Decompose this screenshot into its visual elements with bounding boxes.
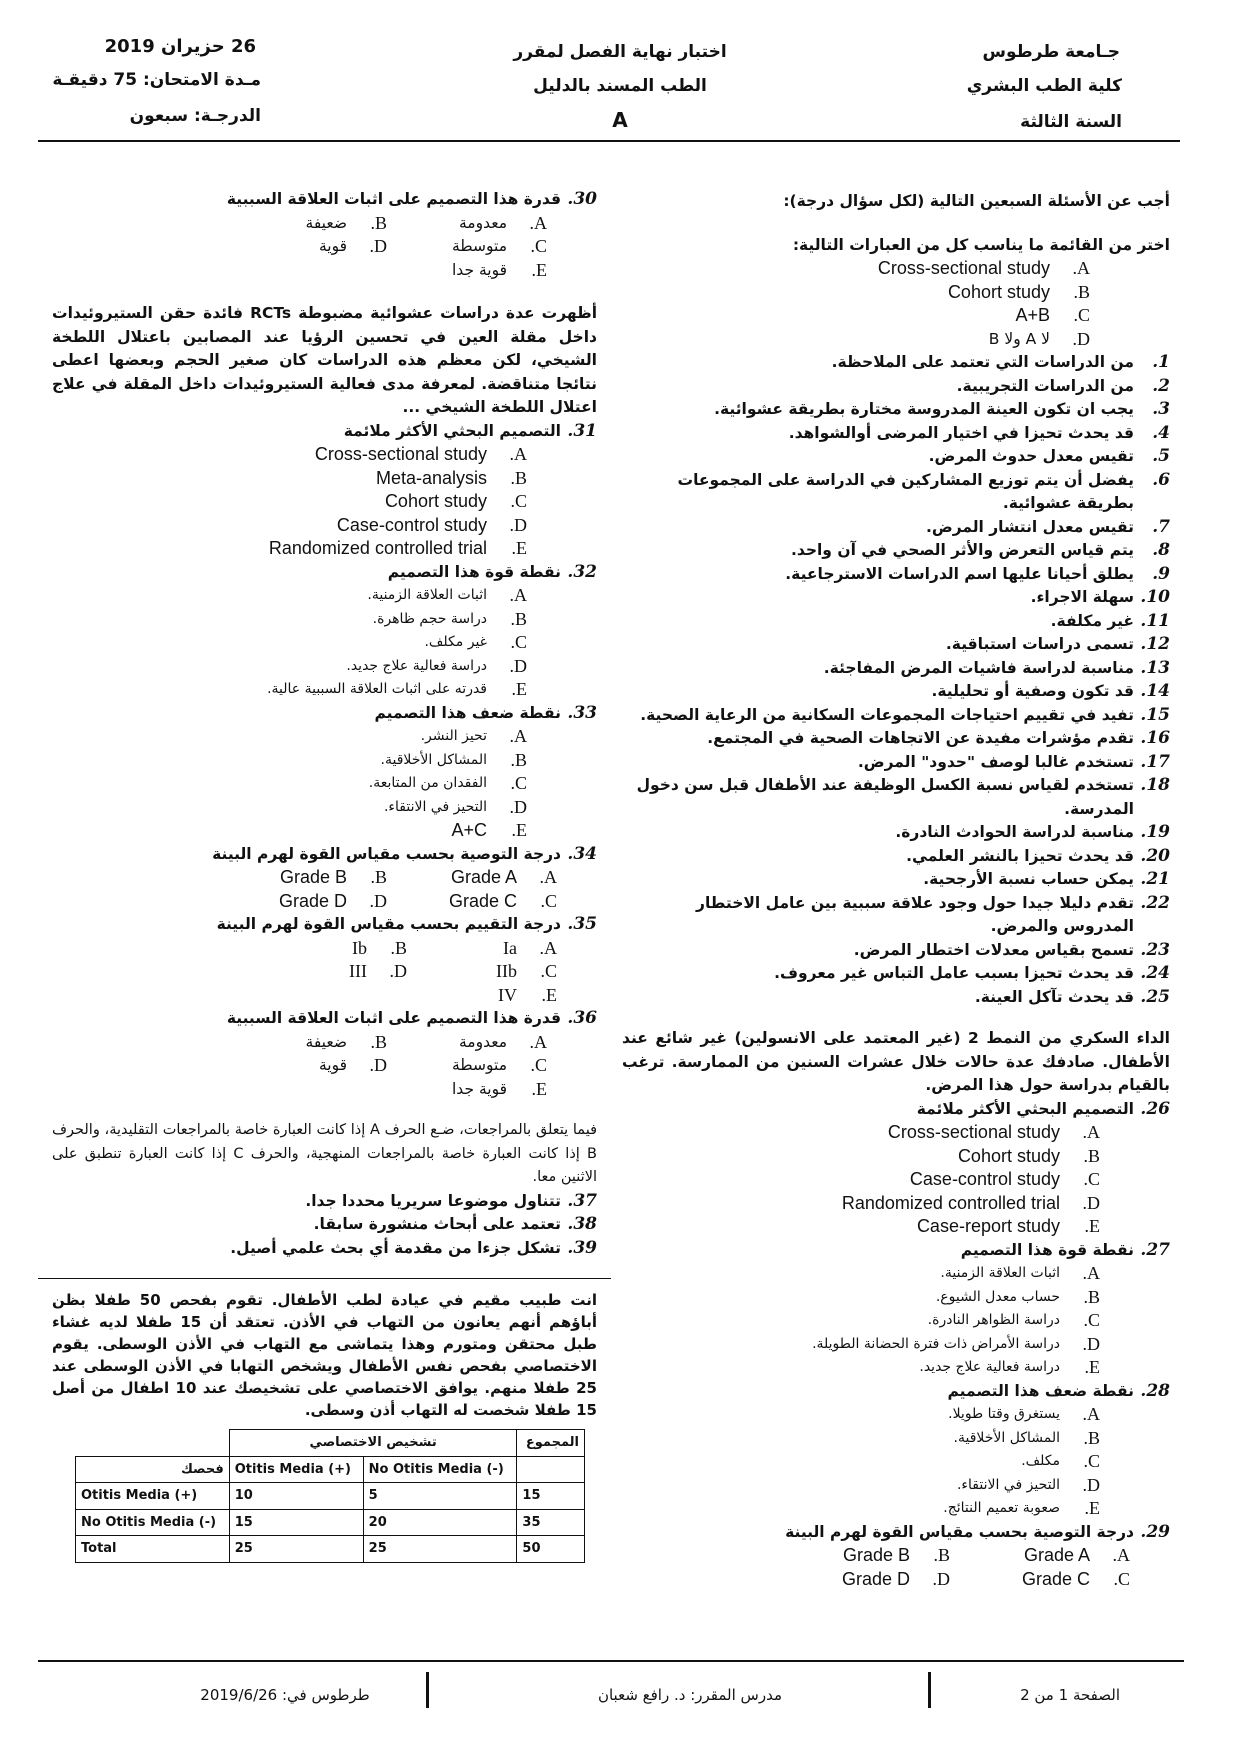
col-otitis-neg: No Otitis Media (-)	[363, 1456, 517, 1483]
q35-option: E. IV	[498, 984, 557, 1005]
q31-option: C. Cohort study	[384, 491, 527, 511]
statement-24: 24. قد يحدث تحيزا بسبب عامل التباس غير معروف.	[774, 963, 1170, 983]
matching-instruction: اختر من القائمة ما يناسب كل من العبارات التالية:	[792, 235, 1170, 254]
q29-option: C. Grade C	[1021, 1568, 1130, 1589]
q28-option: A. يستغرق وقتا طويلا.	[948, 1404, 1100, 1424]
question-39: 39. تشكل جزءا من مقدمة أي بحث علمي أصيل.	[230, 1237, 597, 1258]
general-instruction: أجب عن الأسئلة السبعين التالية (لكل سؤال درجة):	[783, 192, 1170, 210]
statement-9: 9. يطلق أحيانا عليها اسم الدراسات الاسترجاعية.	[785, 563, 1170, 584]
table-subheader-row	[76, 1456, 585, 1483]
q36-option: D. قوية	[318, 1055, 387, 1075]
question-26: 26. التصميم البحثي الأكثر ملائمة	[916, 1098, 1170, 1119]
q27-options	[622, 1262, 1100, 1380]
table-row	[76, 1536, 585, 1563]
rct-case-text: أظهرت عدة دراسات عشوائية مضبوطة RCTs فائدة حقن الستيروئيدات داخل مقلة العين في تحسين الرؤيا عند المصابين باعتلال اللطخة الشيخي، لكن معظم هذه الدراسات كان صغير الحجم وبعضها اعطى نتائجا متناقضة. لمعرفة مدى فعالية الستيروئيدات داخل المقلة في علاج اعتلال اللطخة الشيخي ...	[52, 304, 598, 416]
q31-option: B. Meta-analysis	[375, 467, 527, 488]
match-option: A. Cross-sectional study	[877, 258, 1090, 278]
cell-neg: 5	[363, 1483, 517, 1510]
q32-options	[52, 584, 527, 702]
statement-12: 12. تسمى دراسات استباقية.	[945, 634, 1170, 654]
q35-option: D. III	[349, 961, 407, 981]
statement-2: 2. من الدراسات التجريبية.	[956, 375, 1170, 396]
statement-25: 25. قد يحدث تآكل العينة.	[974, 986, 1170, 1007]
statement-23: 23. تسمح بقياس معدلات اختطار المرض.	[853, 939, 1170, 960]
otitis-case-text: انت طبيب مقيم في عيادة لطب الأطفال. تقوم بفحص 50 طفلا بظن أباؤهم أنهم يعانون من التهاب في الأذن. تعتقد أن 15 طفلا لديه غشاء طبل محتقن ومتورم وهذا يتماشى مع التهاب في الأذن الوسطى. يقوم الاختصاصي بفحص نفس الأطفال ويشخص التهابا في الأذن الوسطى عند 25 طفلا منهم. يوافق الاختصاصي على تشخيصك عند 10 اطفال من أصل 15 طفلا شخصت له التهاب أذن وسطى.	[52, 1291, 597, 1419]
your-exam-header: فحصك	[76, 1456, 230, 1483]
diabetes-case-text: الداء السكري من النمط 2 (غير المعتمد على الانسولين) غير شائع عند الأطفال. صادفك عدة حالات خلال عشرات السنين من الممارسة. ترغب بالقيام بدراسة حول هذا المرض.	[622, 1029, 1170, 1094]
q34-option: D. Grade D	[278, 890, 387, 911]
cell-pos: 25	[229, 1536, 363, 1563]
q35-option: C. IIb	[496, 961, 557, 981]
question-37: 37. تتناول موضوعا سريريا محددا جدا.	[305, 1190, 597, 1211]
q26-option: B. Cohort study	[957, 1145, 1100, 1166]
q35-options	[257, 937, 557, 1008]
footer-divider	[38, 1660, 1184, 1662]
question-31: 31. التصميم البحثي الأكثر ملائمة	[343, 420, 597, 441]
q27-option: A. اثبات العلاقة الزمنية.	[940, 1263, 1100, 1283]
question-33: 33. نقطة ضعف هذا التصميم	[374, 702, 597, 723]
q26-options	[622, 1121, 1100, 1239]
q26-option: C. Case-control study	[909, 1169, 1100, 1189]
q32-option: B. دراسة حجم ظاهرة.	[372, 608, 527, 629]
question-32: 32. نقطة قوة هذا التصميم	[387, 561, 597, 582]
q36-option: A. معدومة	[458, 1031, 547, 1052]
q33-option: D. التحيز في الانتقاء.	[383, 796, 527, 817]
col-otitis-pos: Otitis Media (+)	[229, 1456, 363, 1483]
q30-option: C. متوسطة	[452, 236, 547, 256]
cell-neg: 25	[363, 1536, 517, 1563]
q29-option: B. Grade B	[842, 1545, 950, 1565]
specialist-diagnosis-header: تشخيص الاختصاصي	[229, 1430, 517, 1457]
q28-options	[622, 1403, 1100, 1521]
header-divider	[38, 140, 1180, 142]
q30-option: E. قوية جدا	[452, 259, 547, 280]
q30-options	[227, 212, 547, 283]
q33-option: A. تحيز النشر.	[420, 726, 527, 746]
q30-option: B. ضعيفة	[305, 212, 387, 233]
question-34: 34. درجة التوصية بحسب مقياس القوة لهرم البينة	[212, 843, 597, 864]
statement-6: 6. يفضل أن يتم توزيع المشاركين في الدراسة على المجموعات بطريقة عشوائية.	[677, 469, 1170, 512]
q28-option: D. التحيز في الانتقاء.	[956, 1474, 1100, 1495]
question-29: 29. درجة التوصية بحسب مقياس القوة لهرم البينة	[785, 1521, 1170, 1542]
place-date: طرطوس في: 2019/6/26	[200, 1686, 370, 1704]
q29-option: D. Grade D	[841, 1568, 950, 1589]
statement-10: 10. سهلة الاجراء.	[1030, 587, 1170, 607]
exam-grade: الدرجـة: سبعون	[129, 106, 261, 126]
q27-option: E. دراسة فعالية علاج جديد.	[919, 1357, 1100, 1377]
statement-7: 7. تقيس معدل انتشار المرض.	[925, 516, 1170, 537]
question-38: 38. تعتمد على أبحاث منشورة سابقا.	[313, 1214, 597, 1234]
q26-option: D. Randomized controlled trial	[841, 1192, 1100, 1213]
q27-option: D. دراسة الأمراض ذات فترة الحضانة الطويلة.	[812, 1333, 1100, 1354]
cell-total: 50	[517, 1536, 585, 1563]
q36-option: B. ضعيفة	[305, 1031, 387, 1052]
q34-option: A. Grade A	[450, 867, 557, 887]
q29-option: A. Grade A	[1023, 1545, 1130, 1565]
q36-option: C. متوسطة	[452, 1055, 547, 1075]
statement-4: 4. قد يحدث تحيزا في اختيار المرضى أوالشواهد.	[788, 422, 1170, 443]
q31-option: D. Case-control study	[336, 514, 527, 535]
right-column	[622, 190, 1170, 1591]
academic-year: السنة الثالثة	[1020, 112, 1122, 132]
faculty-name: كلية الطب البشري	[966, 76, 1122, 96]
statement-22: 22. تقدم دليلا جيدا حول وجود علاقة سببية بين عامل الاختطار المدروس والمرض.	[696, 892, 1170, 935]
page-number: الصفحة 1 من 2	[1020, 1686, 1120, 1704]
q31-option: A. Cross-sectional study	[314, 444, 527, 464]
q35-option: A. Ia	[503, 937, 557, 958]
cell-total: 35	[517, 1509, 585, 1536]
q29-options	[770, 1544, 1130, 1591]
q36-options	[227, 1031, 547, 1102]
q27-option: C. دراسة الظواهر النادرة.	[927, 1310, 1100, 1330]
q31-options	[52, 443, 527, 561]
q33-option: E. A+C	[451, 820, 527, 840]
q34-option: C. Grade C	[448, 890, 557, 911]
course-teacher: مدرس المقرر: د. رافع شعبان	[597, 1686, 783, 1704]
match-options	[622, 257, 1090, 351]
question-28: 28. نقطة ضعف هذا التصميم	[947, 1380, 1170, 1401]
cell-neg: 20	[363, 1509, 517, 1536]
exam-date: 26 حزيران 2019	[104, 36, 256, 57]
q30-option: D. قوية	[318, 236, 387, 256]
table-header-row	[76, 1430, 585, 1457]
cell-total: 15	[517, 1483, 585, 1510]
match-option: D. لا A ولا B	[988, 328, 1090, 349]
q28-option: E. صعوبة تعميم النتائج.	[943, 1498, 1100, 1518]
q28-option: C. مكلف.	[1021, 1451, 1100, 1471]
question-36: 36. قدرة هذا التصميم على اثبات العلاقة السببية	[226, 1008, 597, 1028]
q35-option: B. Ib	[352, 937, 407, 958]
q33-options	[52, 725, 527, 843]
footer-separator	[928, 1672, 931, 1708]
cell-pos: 10	[229, 1483, 363, 1510]
left-column	[52, 188, 597, 1563]
row-label: No Otitis Media (-)	[76, 1509, 230, 1536]
statement-16: 16. تقدم مؤشرات مفيدة عن الاتجاهات الصحية في المجتمع.	[707, 728, 1170, 748]
question-30: 30. قدرة هذا التصميم على اثبات العلاقة السببية	[226, 189, 597, 209]
statement-13: 13. مناسبة لدراسة فاشيات المرض المفاجئة.	[823, 657, 1170, 678]
statement-5: 5. تقيس معدل حدوث المرض.	[928, 446, 1170, 466]
university-name: جـامعة طرطوس	[982, 42, 1120, 62]
reviews-instruction: فيما يتعلق بالمراجعات، ضـع الحرف A إذا كانت العبارة خاصة بالمراجعات التقليدية، والحرف B إذا كانت العبارة خاصة بالمراجعات المنهجية، والحرف C إذا كانت العبارة تنطبق على الاثنين معا.	[52, 1122, 598, 1185]
q32-option: D. دراسة فعالية علاج جديد.	[346, 655, 527, 676]
question-27: 27. نقطة قوة هذا التصميم	[960, 1239, 1170, 1260]
q26-option: E. Case-report study	[916, 1216, 1100, 1236]
table-row	[76, 1509, 585, 1536]
q26-option: A. Cross-sectional study	[887, 1122, 1100, 1142]
statement-20: 20. قد يحدث تحيزا بالنشر العلمي.	[906, 845, 1170, 866]
row-label: Total	[76, 1536, 230, 1563]
exam-version: A	[612, 108, 628, 132]
statements-list	[622, 351, 1170, 1009]
match-option: B. Cohort study	[947, 281, 1090, 302]
q33-option: B. المشاكل الأخلاقية.	[380, 749, 527, 770]
statement-1: 1. من الدراسات التي تعتمد على الملاحظة.	[831, 352, 1170, 372]
footer-separator	[426, 1672, 429, 1708]
table-row	[76, 1483, 585, 1510]
statement-18: 18. تستخدم لقياس نسبة الكسل الوظيفة عند الأطفال قبل سن دخول المدرسة.	[636, 775, 1170, 818]
statement-14: 14. قد تكون وصفية أو تحليلية.	[931, 681, 1170, 701]
statement-11: 11. غير مكلفة.	[1050, 610, 1170, 631]
q30-option: A. معدومة	[458, 212, 547, 233]
row-label: Otitis Media (+)	[76, 1483, 230, 1510]
statement-3: 3. يجب ان تكون العينة المدروسة مختارة بطريقة عشوائية.	[714, 399, 1170, 419]
q34-option: B. Grade B	[279, 867, 387, 887]
q32-option: A. اثبات العلاقة الزمنية.	[367, 585, 527, 605]
q32-option: E. قدرته على اثبات العلاقة السببية عالية.	[267, 679, 527, 699]
statement-17: 17. تستخدم غالبا لوصف "حدود" المرض.	[857, 751, 1170, 772]
q33-option: C. الفقدان من المتابعة.	[368, 773, 527, 793]
statement-19: 19. مناسبة لدراسة الحوادث النادرة.	[895, 822, 1170, 842]
statement-15: 15. تفيد في تقييم احتياجات المجموعات السكانية من الرعاية الصحية.	[640, 704, 1170, 725]
q28-option: B. المشاكل الأخلاقية.	[953, 1427, 1100, 1448]
exam-duration: مـدة الامتحان: 75 دقيقـة	[52, 70, 261, 90]
otitis-results-table	[75, 1429, 585, 1563]
q34-options	[217, 866, 557, 913]
question-35: 35. درجة التقييم بحسب مقياس القوة لهرم البينة	[216, 914, 597, 934]
q32-option: C. غير مكلف.	[424, 632, 527, 652]
q36-option: E. قوية جدا	[452, 1078, 547, 1099]
q27-option: B. حساب معدل الشيوع.	[935, 1286, 1100, 1307]
course-name: الطب المسند بالدليل	[533, 76, 707, 96]
statement-8: 8. يتم قياس التعرض والأثر الصحي في آن واحد.	[790, 540, 1170, 560]
exam-title: اختبار نهاية الفصل لمقرر	[513, 42, 727, 62]
q31-option: E. Randomized controlled trial	[268, 538, 527, 558]
cell-pos: 15	[229, 1509, 363, 1536]
statement-21: 21. يمكن حساب نسبة الأرجحية.	[923, 869, 1170, 889]
match-option: C. A+B	[1015, 305, 1090, 325]
total-header: المجموع	[517, 1430, 585, 1457]
